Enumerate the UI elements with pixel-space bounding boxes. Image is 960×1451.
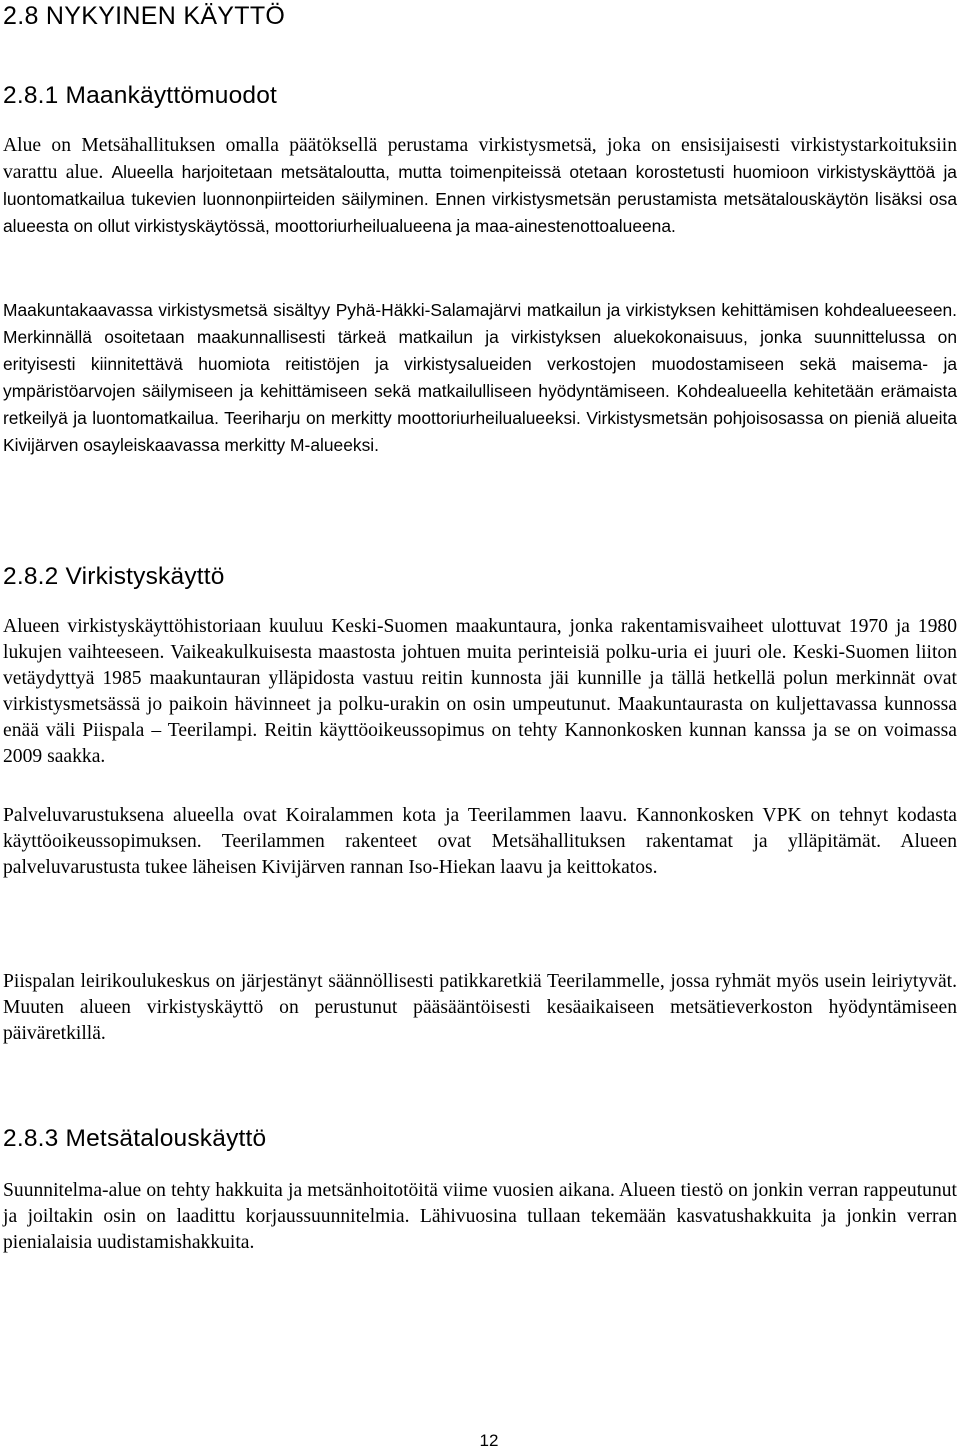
subsection-heading-virkistyskaytto: 2.8.2 Virkistyskäyttö [3,563,225,590]
paragraph-land-use-intro [3,133,957,240]
paragraph-text: Alue on Metsähallituksen omalla päätöksellä perustama virkistysmetsä, joka on ensisijaisesti virkistystarkoituksiin varattu alue. [3,135,957,183]
paragraph-regional-plan [3,297,957,459]
paragraph-forestry: Suunnitelma-alue on tehty hakkuita ja metsänhoitotöitä viime vuosien aikana. Alueen tiestö on jonkin verran rappeutunut ja joiltakin osin on laadittu korjaussuunnitelmia. Lähivuosina tullaan tekemään kasvatushakkuita ja jonkin verran pienialaisia uudistamishakkuita. [3,1180,957,1253]
subsection-heading-maankayttomuodot: 2.8.1 Maankäyttömuodot [3,82,278,109]
paragraph-camp-school: Piispalan leirikoulukeskus on järjestänyt säännöllisesti patikkaretkiä Teerilammelle, jossa ryhmät myös usein leiriytyvät. Muuten alueen virkistyskäyttö on perustunut pääsääntöisesti kesäaikaiseen metsätieverkoston hyödyntämiseen päiväretkillä. [3,971,957,1044]
paragraph-recreation-history: Alueen virkistyskäyttöhistoriaan kuuluu Keski-Suomen maakuntaura, jonka rakentamisvaiheet ulottuvat 1970 ja 1980 lukujen vaihteeseen. Vaikeakulkuisesta maastosta johtuen muita perinteisiä polku-uria ei juuri ole. Keski-Suomen liiton vetäydyttyä 1985 maakuntauran ylläpidosta vastuu reitin kunnosta jäi kunnille ja tällä hetkellä polun merkinnät ovat virkistysmetsässä jo paikoin hävinneet ja polku-urakin on osin umpeutunut. Maakuntaurasta on kuljettavassa kunnossa enää väli Piispala – Teerilampi. Reitin käyttöoikeussopimus on tehty Kannonkosken kunnan kanssa ja se on voimassa 2009 saakka. [3,616,957,767]
subsection-heading-metsatalouskaytto: 2.8.3 Metsätalouskäyttö [3,1125,267,1152]
paragraph-services: Palveluvarustuksena alueella ovat Koiralammen kota ja Teerilammen laavu. Kannonkosken VPK on tehnyt kodasta käyttöoikeussopimuksen. Teerilammen rakenteet ovat Metsähallituksen rakentamat ja ylläpitämät. Alueen palveluvarustusta tukee läheisen Kivijärven rannan Iso-Hiekan laavu ja keittokatos. [3,805,957,878]
paragraph-text: Alueella harjoitetaan metsätaloutta, mutta toimenpiteissä otetaan korostetusti huomioon virkistyskäyttöä ja luontomatkailua tukevien luonnonpiirteiden säilyminen. Ennen virkistysmetsän perustamista metsätalouskäytön lisäksi osa alueesta on ollut virkistyskäytössä, moottoriurheilualueena ja maa-ainestenottoalueena. [3,162,957,236]
paragraph-text: Maakuntakaavassa virkistysmetsä sisältyy Pyhä-Häkki-Salamajärvi matkailun ja virkistyksen kehittämisen kohdealueeseen. Merkinnällä osoitetaan maakunnallisesti tärkeä matkailun ja virkistyksen aluekokonaisuus, jonka suunnittelussa on erityisesti kiinnitettävä huomiota reitistöjen ja virkistysalueiden verkostojen muodostamiseen sekä maisema- ja ympäristöarvojen säilymiseen ja kehittämiseen sekä matkailulliseen hyödyntämiseen. Kohdealueella kehitetään erämaista retkeilyä ja luontomatkailua. Teeriharju on merkitty moottoriurheilualueeksi. Virkistysmetsän pohjoisosassa on pieniä alueita Kivijärven osayleiskaavassa merkitty M-alueeksi. [3,300,957,455]
page-number: 12 [479,1431,499,1450]
section-heading: 2.8 NYKYINEN KÄYTTÖ [3,2,286,30]
